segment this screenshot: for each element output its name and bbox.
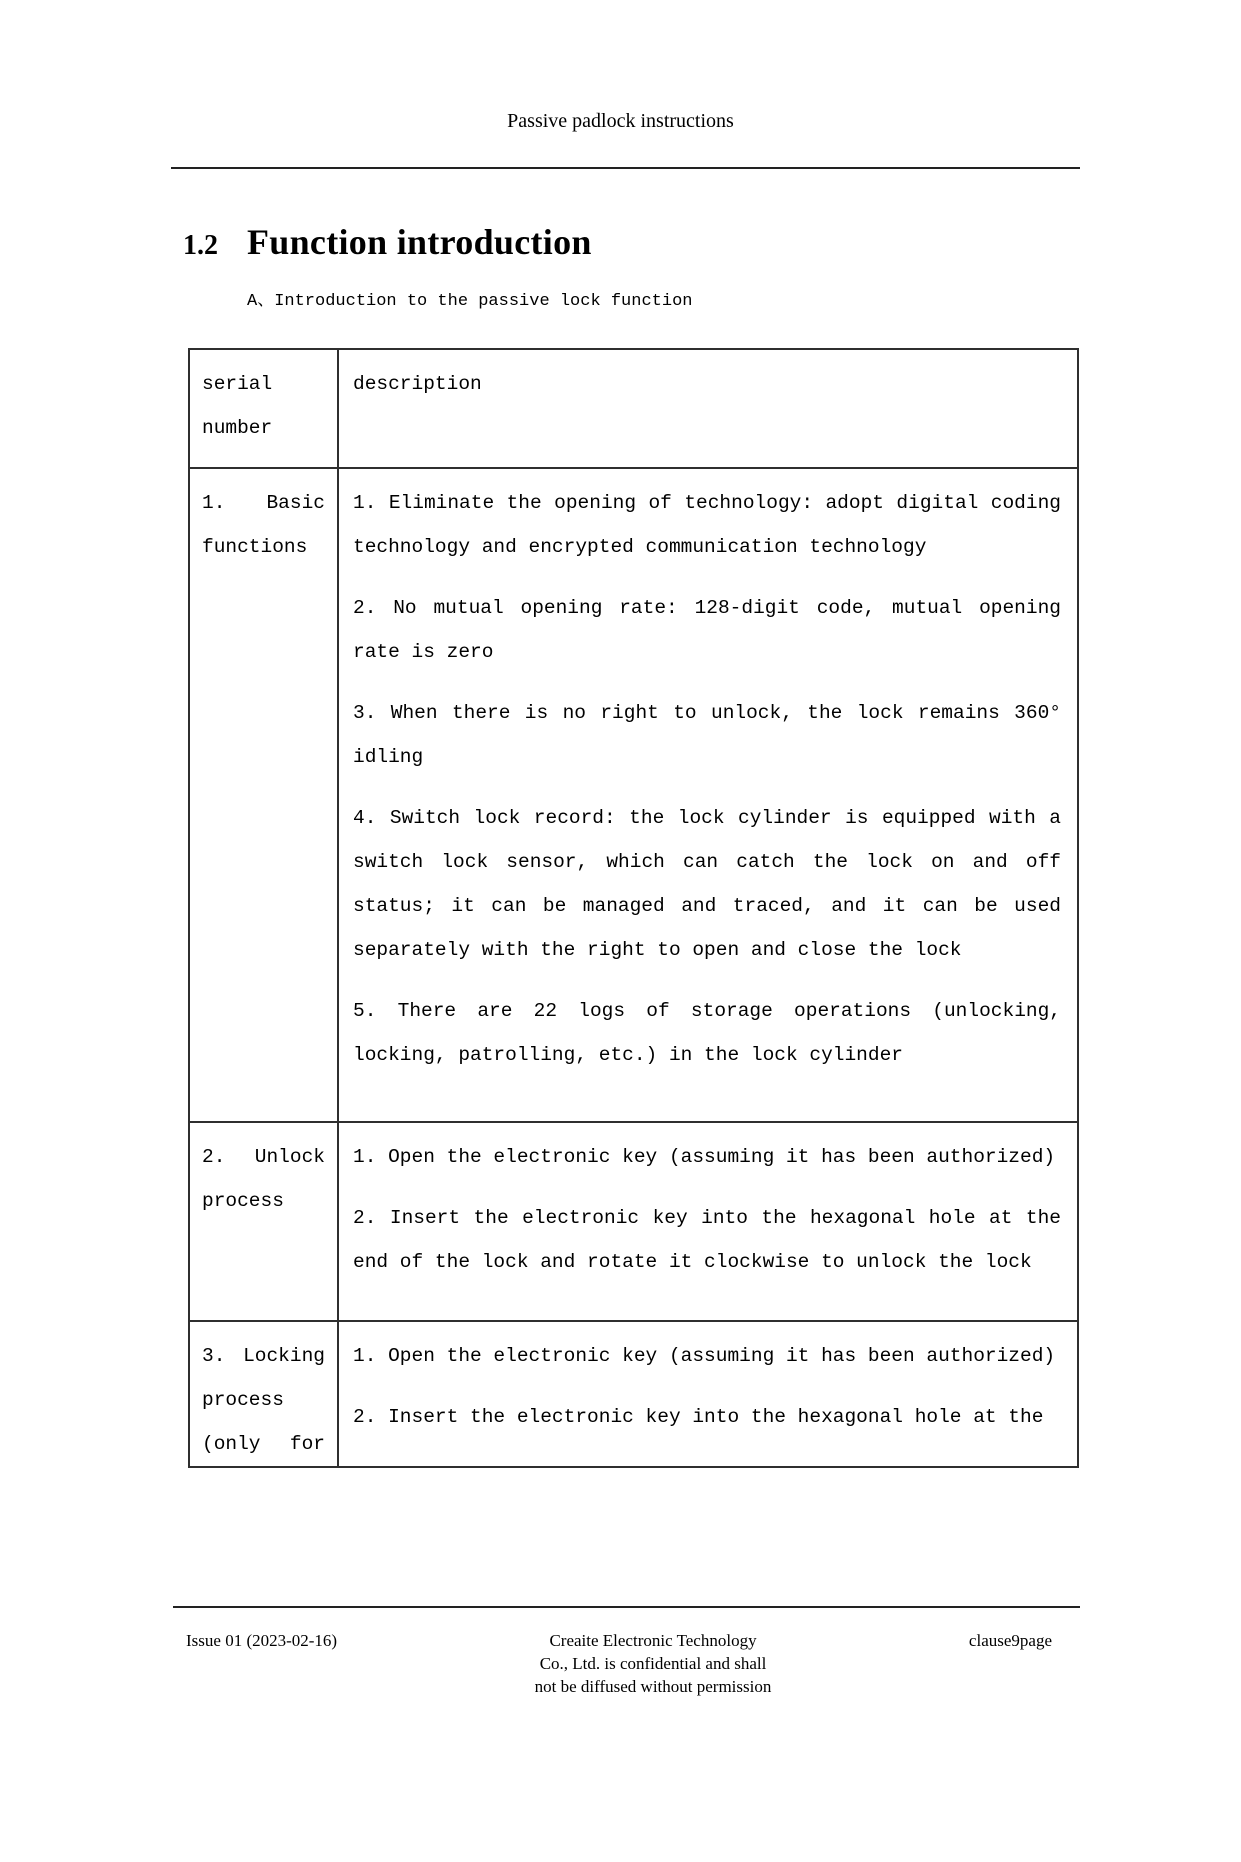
- page-footer: [161, 1606, 1080, 1698]
- intro-line: A、Introduction to the passive lock function: [247, 292, 693, 311]
- row-label-cell: [189, 1321, 338, 1467]
- table-header-row: [189, 349, 1078, 468]
- header-cell-line: number: [202, 417, 273, 439]
- description-paragraph: 2. No mutual opening rate: 128-digit code, mutual opening rate is zero: [353, 597, 1061, 663]
- footer-confidentiality-line: Co., Ltd. is confidential and shall: [539, 1654, 767, 1673]
- page-header-title: Passive padlock instructions: [507, 110, 734, 132]
- section-heading: [183, 218, 1080, 274]
- description-paragraph: 2. Insert the electronic key into the hexagonal hole at the end of the lock and rotate it clockwise to unlock the lock: [353, 1207, 1061, 1273]
- table-header-serial-cell: [189, 349, 338, 468]
- section-title: Function introduction: [247, 222, 592, 262]
- description-paragraph: 5. There are 22 logs of storage operations (unlocking, locking, patrolling, etc.) in the lock cylinder: [353, 1000, 1061, 1066]
- row-label-line: (only for: [202, 1433, 325, 1455]
- row-label-line: process: [202, 1389, 284, 1411]
- footer-confidentiality-notice: [535, 1629, 772, 1698]
- footer-confidentiality-line: Creaite Electronic Technology: [549, 1631, 757, 1650]
- footer-confidentiality-line: not be diffused without permission: [534, 1677, 772, 1696]
- row-label-line: process: [202, 1190, 284, 1212]
- table-row-unlock-process: [189, 1122, 1078, 1321]
- document-page: [0, 108, 1241, 1468]
- row-label-line: 2. Unlock: [202, 1146, 325, 1168]
- description-paragraph: 3. When there is no right to unlock, the lock remains 360° idling: [353, 702, 1061, 768]
- footer-divider: [173, 1606, 1080, 1608]
- table-header-description-cell: [338, 349, 1078, 468]
- description-paragraph: 1. Open the electronic key (assuming it has been authorized): [353, 1146, 1056, 1168]
- description-paragraph: 1. Open the electronic key (assuming it has been authorized): [353, 1345, 1056, 1367]
- table-row-locking-process: [189, 1321, 1078, 1467]
- footer-row: [161, 1629, 1080, 1698]
- footer-page-number: clause9page: [968, 1631, 1052, 1650]
- description-paragraph: 1. Eliminate the opening of technology: adopt digital coding technology and encrypted communication technology: [353, 492, 1061, 558]
- description-paragraph: 4. Switch lock record: the lock cylinder is equipped with a switch lock sensor, which can catch the lock on and off status; it can be managed and traced, and it can be used separately with the right to open and close the lock: [353, 807, 1061, 961]
- row-label-line: 3. Locking: [202, 1345, 325, 1367]
- row-label-line: 1. Basic: [202, 492, 325, 514]
- row-label-cell: [189, 468, 338, 1122]
- row-label-cell: [189, 1122, 338, 1321]
- row-description-cell: [338, 1321, 1078, 1467]
- row-description-cell: [338, 1122, 1078, 1321]
- header-divider: [171, 167, 1080, 169]
- footer-issue-label: Issue 01 (2023-02-16): [186, 1631, 338, 1650]
- function-table: [188, 348, 1079, 1468]
- section-number: 1.2: [183, 230, 218, 261]
- description-paragraph: 2. Insert the electronic key into the hexagonal hole at the: [353, 1406, 1044, 1428]
- row-label-line: functions: [202, 536, 308, 558]
- table-row-basic-functions: [189, 468, 1078, 1122]
- header-cell-line: description: [353, 373, 482, 395]
- row-description-cell: [338, 468, 1078, 1122]
- header-cell-line: serial: [202, 373, 273, 395]
